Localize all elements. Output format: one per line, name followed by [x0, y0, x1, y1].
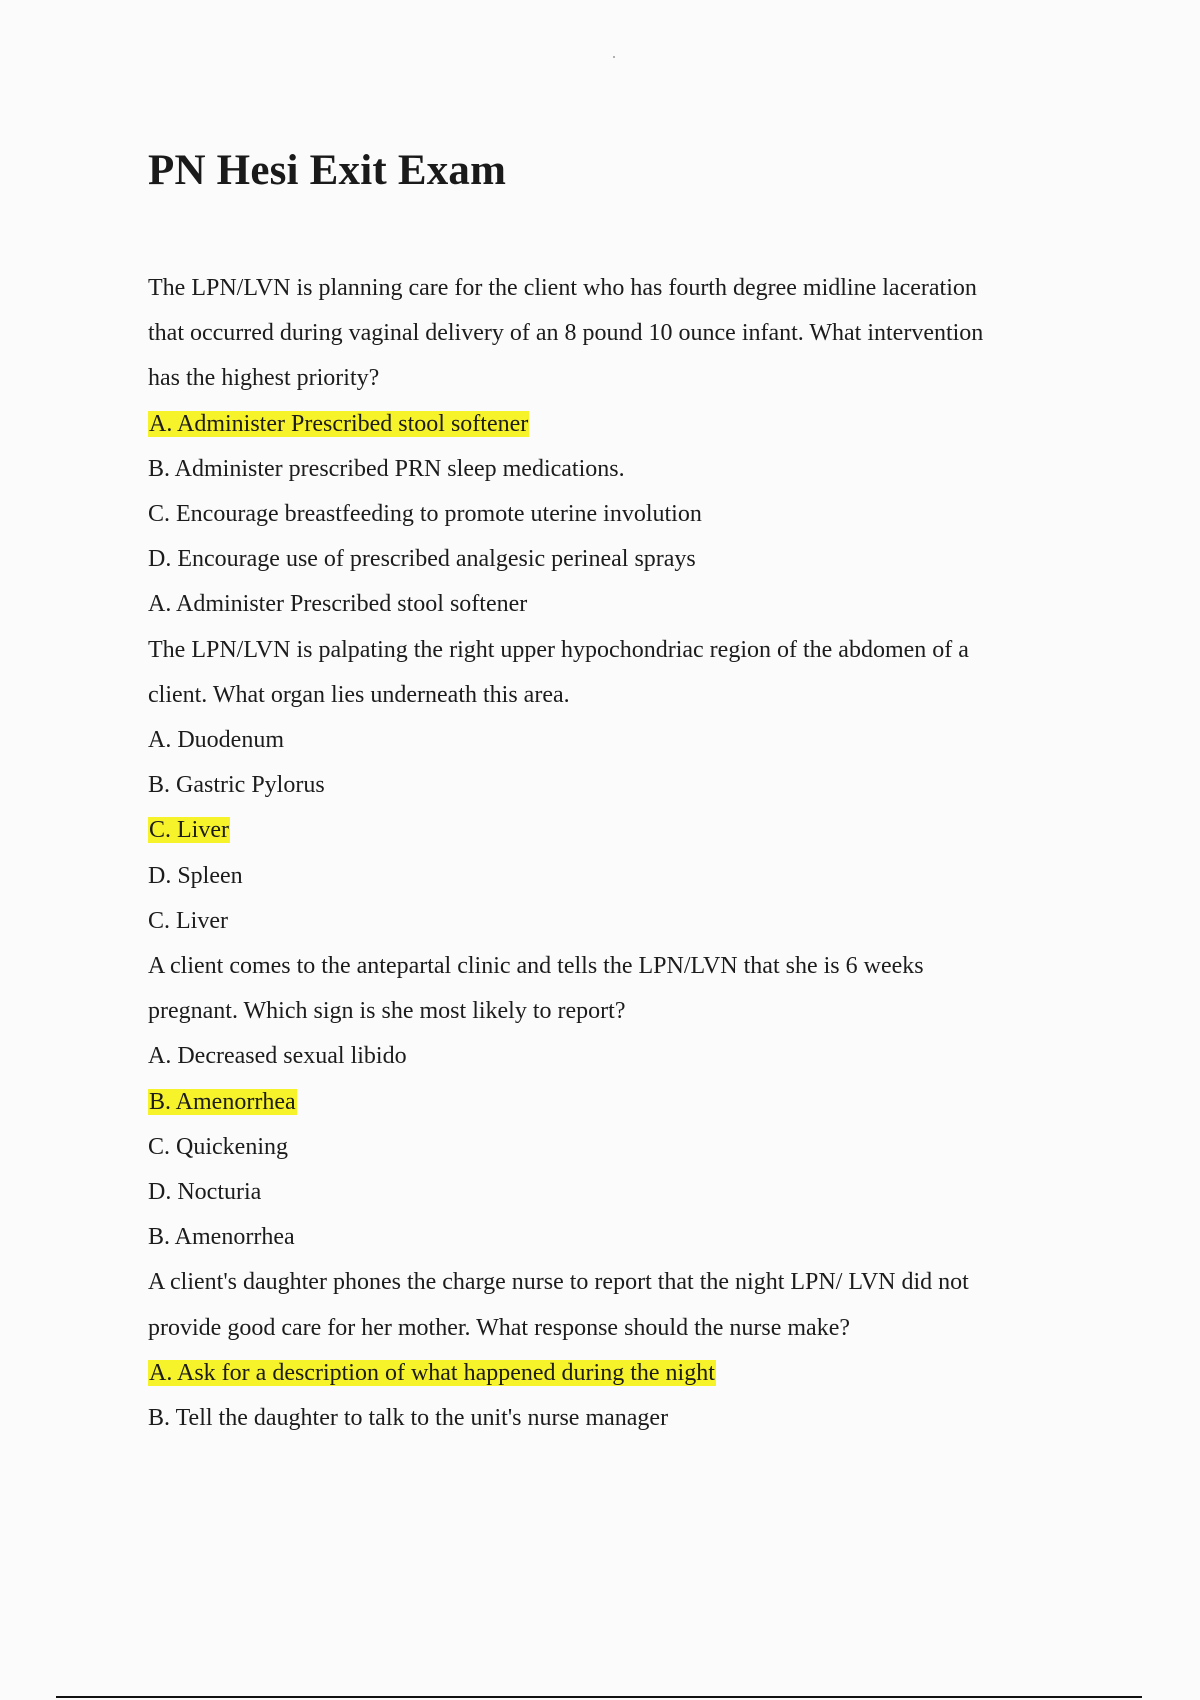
question-2-option-c — [148, 808, 1068, 853]
question-3-option-a: A. Decreased sexual libido — [148, 1043, 407, 1070]
question-3-answer: B. Amenorrhea — [148, 1224, 295, 1251]
question-4-line-1: A client's daughter phones the charge nurse to report that the night LPN/ LVN did not — [148, 1269, 969, 1296]
question-3-option-c: C. Quickening — [148, 1133, 288, 1160]
highlighted-answer: B. Amenorrhea — [149, 1088, 296, 1115]
question-1-option-a — [148, 402, 1068, 447]
question-2-answer: C. Liver — [148, 907, 228, 934]
highlighted-answer: C. Liver — [149, 817, 229, 844]
question-4-option-b: B. Tell the daughter to talk to the unit's nurse manager — [148, 1405, 669, 1432]
document-title: PN Hesi Exit Exam — [148, 147, 507, 194]
highlighted-answer: A. Administer Prescribed stool softener — [149, 410, 529, 437]
question-3-line-1: A client comes to the antepartal clinic and tells the LPN/LVN that she is 6 weeks — [148, 953, 924, 980]
question-1-option-c: C. Encourage breastfeeding to promote uterine involution — [148, 501, 702, 528]
question-1-line-2: that occurred during vaginal delivery of an 8 pound 10 ounce infant. What intervention — [148, 320, 984, 347]
question-1-option-d: D. Encourage use of prescribed analgesic perineal sprays — [148, 546, 696, 573]
question-1-answer: A. Administer Prescribed stool softener — [148, 591, 528, 618]
question-2-option-b: B. Gastric Pylorus — [148, 772, 325, 799]
question-1-option-b: B. Administer prescribed PRN sleep medications. — [148, 455, 625, 482]
bottom-rule — [56, 1696, 1142, 1698]
scan-speck — [613, 56, 615, 58]
question-2-option-a: A. Duodenum — [148, 727, 284, 754]
question-4-line-2: provide good care for her mother. What response should the nurse make? — [148, 1314, 850, 1341]
question-4-option-a — [148, 1351, 1068, 1396]
question-3-line-2: pregnant. Which sign is she most likely to report? — [148, 998, 626, 1025]
question-1-line-1: The LPN/LVN is planning care for the client who has fourth degree midline laceration — [148, 275, 977, 301]
question-3-option-d: D. Nocturia — [148, 1179, 262, 1206]
document-body — [148, 266, 1068, 1441]
question-1-line-3: has the highest priority? — [148, 365, 380, 392]
question-3-option-b — [148, 1080, 1068, 1125]
question-2-line-2: client. What organ lies underneath this area. — [148, 681, 570, 708]
highlighted-answer: A. Ask for a description of what happened during the night — [149, 1359, 715, 1386]
question-2-line-1: The LPN/LVN is palpating the right upper hypochondriac region of the abdomen of a — [148, 636, 969, 663]
question-2-option-d: D. Spleen — [148, 862, 243, 889]
